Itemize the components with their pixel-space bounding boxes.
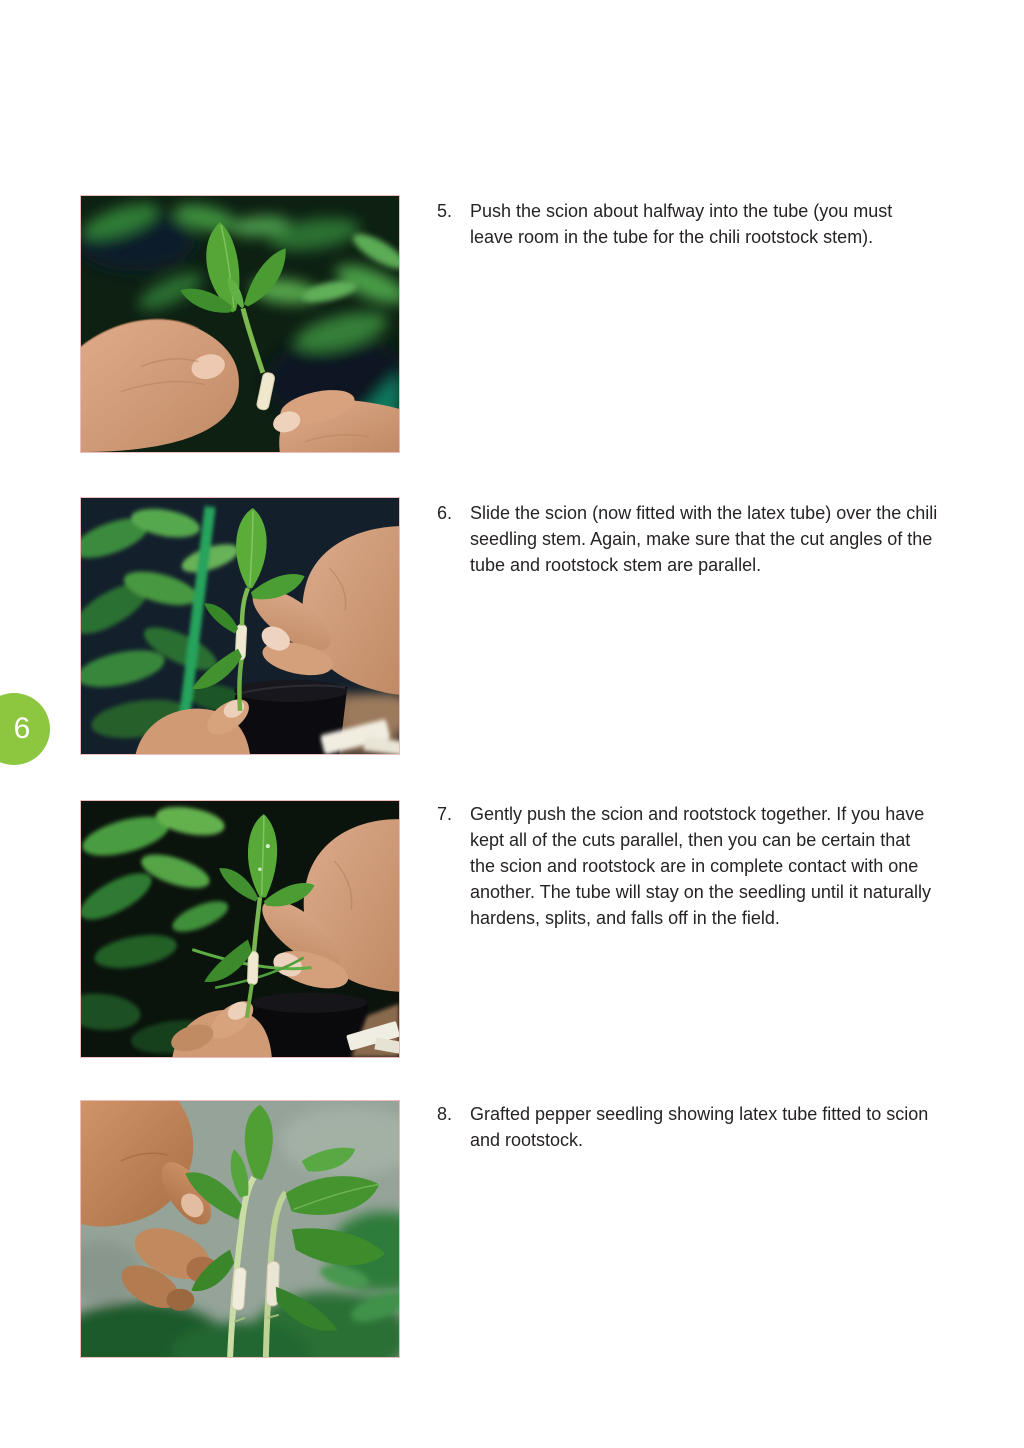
photo-illustration-slide-tube-over-rootstock <box>81 498 399 754</box>
page-number-tab <box>0 693 50 765</box>
step-6 <box>437 500 939 578</box>
photo-illustration-scion-in-hand <box>81 196 399 452</box>
step-8-photo <box>80 1100 400 1358</box>
step-7-photo <box>80 800 400 1058</box>
step-5-description: Push the scion about halfway into the tube (you must leave room in the tube for the chili rootstock stem). <box>470 201 893 247</box>
step-7 <box>437 801 939 931</box>
photo-illustration-grafted-seedling <box>81 1101 399 1357</box>
step-8-number: 8. <box>437 1104 453 1124</box>
step-6-description: Slide the scion (now fitted with the latex tube) over the chili seedling stem. Again, make sure that the cut angles of the tube and rootstock stem are parallel. <box>470 503 938 575</box>
step-7-description: Gently push the scion and rootstock together. If you have kept all of the cuts parallel, then you can be certain that the scion and rootstock are in complete contact with one another. The tube will stay on the seedling until it naturally hardens, splits, and falls off in the field. <box>470 804 931 928</box>
step-6-number: 6. <box>437 503 453 523</box>
step-8-description: Grafted pepper seedling showing latex tube fitted to scion and rootstock. <box>470 1104 929 1150</box>
photo-illustration-push-together <box>81 801 399 1057</box>
step-6-photo <box>80 497 400 755</box>
page-number: 6 <box>13 712 31 745</box>
step-8 <box>437 1101 939 1153</box>
step-5 <box>437 198 939 250</box>
step-7-number: 7. <box>437 804 453 824</box>
step-5-number: 5. <box>437 201 453 221</box>
step-5-photo <box>80 195 400 453</box>
